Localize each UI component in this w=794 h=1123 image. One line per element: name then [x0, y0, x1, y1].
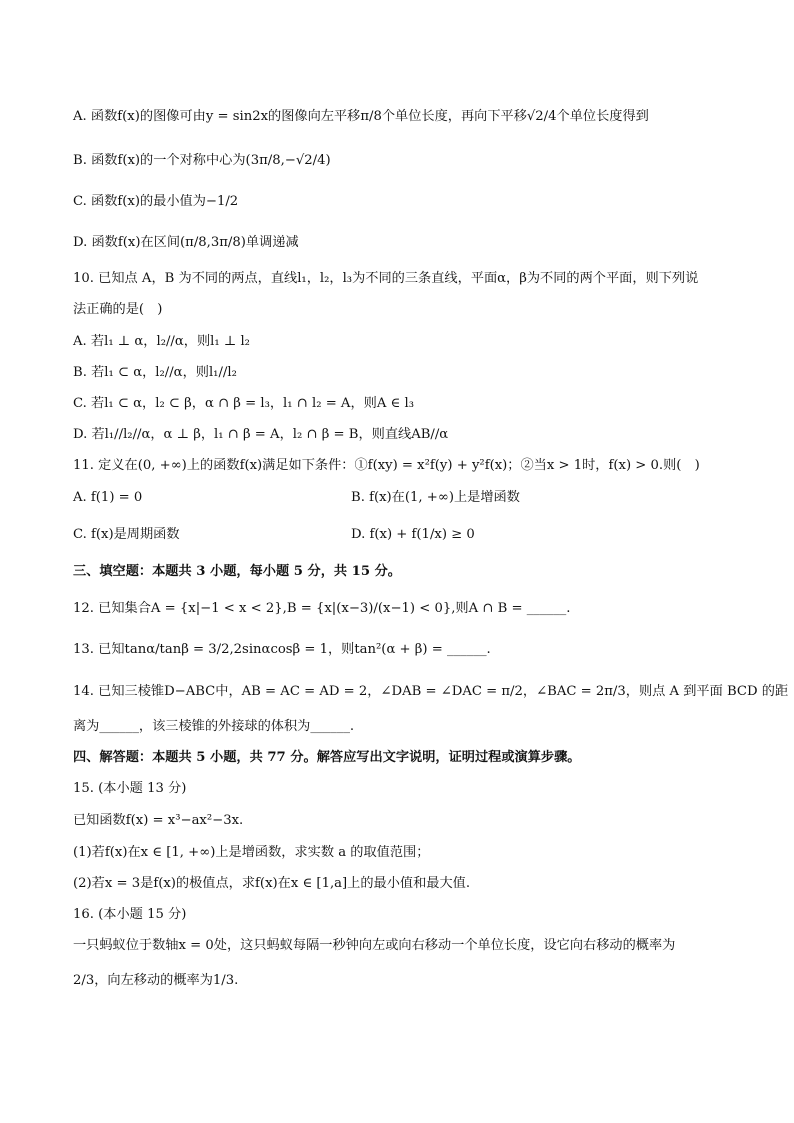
option-11a: A. f(1) = 0 [73, 490, 143, 505]
question-13: 13. 已知tanα/tanβ = 3/2,2sinαcosβ = 1，则tan²(α + β) = ______. [73, 642, 491, 657]
option-11d: D. f(x) + f(1/x) ≥ 0 [351, 527, 475, 542]
option-10c: C. 若l₁ ⊂ α，l₂ ⊂ β，α ∩ β = l₃，l₁ ∩ l₂ = A，则A ∈ l₃ [73, 396, 415, 411]
options-11-ab [73, 489, 520, 507]
question-16-header: 16. (本小题 15 分) [73, 907, 187, 922]
question-16-cont: 2/3，向左移动的概率为1/3. [73, 973, 239, 988]
question-15-part1: (1)若f(x)在x ∈ [1, +∞)上是增函数，求实数 a 的取值范围； [73, 845, 430, 860]
option-10b: B. 若l₁ ⊂ α，l₂//α，则l₁//l₂ [73, 365, 237, 380]
question-15: 已知函数f(x) = x³−ax²−3x. [73, 813, 244, 828]
option-9a: A. 函数f(x)的图像可由y = sin2x的图像向左平移π/8个单位长度，再向下平移√2/4个单位长度得到 [73, 109, 649, 124]
section-fill-in: 三、填空题：本题共 3 小题，每小题 5 分，共 15 分。 [73, 564, 401, 579]
question-12: 12. 已知集合A = {x|−1 < x < 2},B = {x|(x−3)/(x−1) < 0},则A ∩ B = ______. [73, 601, 571, 616]
options-11-cd [73, 526, 475, 544]
question-14-cont: 离为______，该三棱锥的外接球的体积为______. [73, 719, 355, 734]
question-15-header: 15. (本小题 13 分) [73, 781, 187, 796]
option-9b: B. 函数f(x)的一个对称中心为(3π/8,−√2/4) [73, 153, 331, 168]
option-11b: B. f(x)在(1, +∞)上是增函数 [351, 490, 520, 505]
option-10d: D. 若l₁//l₂//α，α ⊥ β，l₁ ∩ β = A，l₂ ∩ β = B，则直线AB//α [73, 427, 449, 442]
question-10-cont: 法正确的是( ) [73, 302, 163, 317]
question-15-part2: (2)若x = 3是f(x)的极值点，求f(x)在x ∈ [1,a]上的最小值和最大值. [73, 876, 471, 891]
question-11: 11. 定义在(0, +∞)上的函数f(x)满足如下条件：①f(xy) = x²f(y) + y²f(x)；②当x > 1时，f(x) > 0.则( ) [73, 458, 700, 473]
option-9c: C. 函数f(x)的最小值为−1/2 [73, 194, 239, 209]
question-14: 14. 已知三棱锥D−ABC中，AB = AC = AD = 2，∠DAB = ∠DAC = π/2，∠BAC = 2π/3，则点 A 到平面 BCD 的距 [73, 684, 789, 699]
option-9d: D. 函数f(x)在区间(π/8,3π/8)单调递减 [73, 235, 299, 250]
section-solutions: 四、解答题：本题共 5 小题，共 77 分。解答应写出文字说明，证明过程或演算步骤。 [73, 750, 581, 765]
question-10: 10. 已知点 A，B 为不同的两点，直线l₁，l₂，l₃为不同的三条直线，平面α，β为不同的两个平面，则下列说 [73, 271, 699, 286]
option-10a: A. 若l₁ ⊥ α，l₂//α，则l₁ ⊥ l₂ [73, 334, 250, 349]
question-16: 一只蚂蚁位于数轴x = 0处，这只蚂蚁每隔一秒钟向左或向右移动一个单位长度，设它向右移动的概率为 [73, 938, 676, 953]
option-11c: C. f(x)是周期函数 [73, 527, 180, 542]
